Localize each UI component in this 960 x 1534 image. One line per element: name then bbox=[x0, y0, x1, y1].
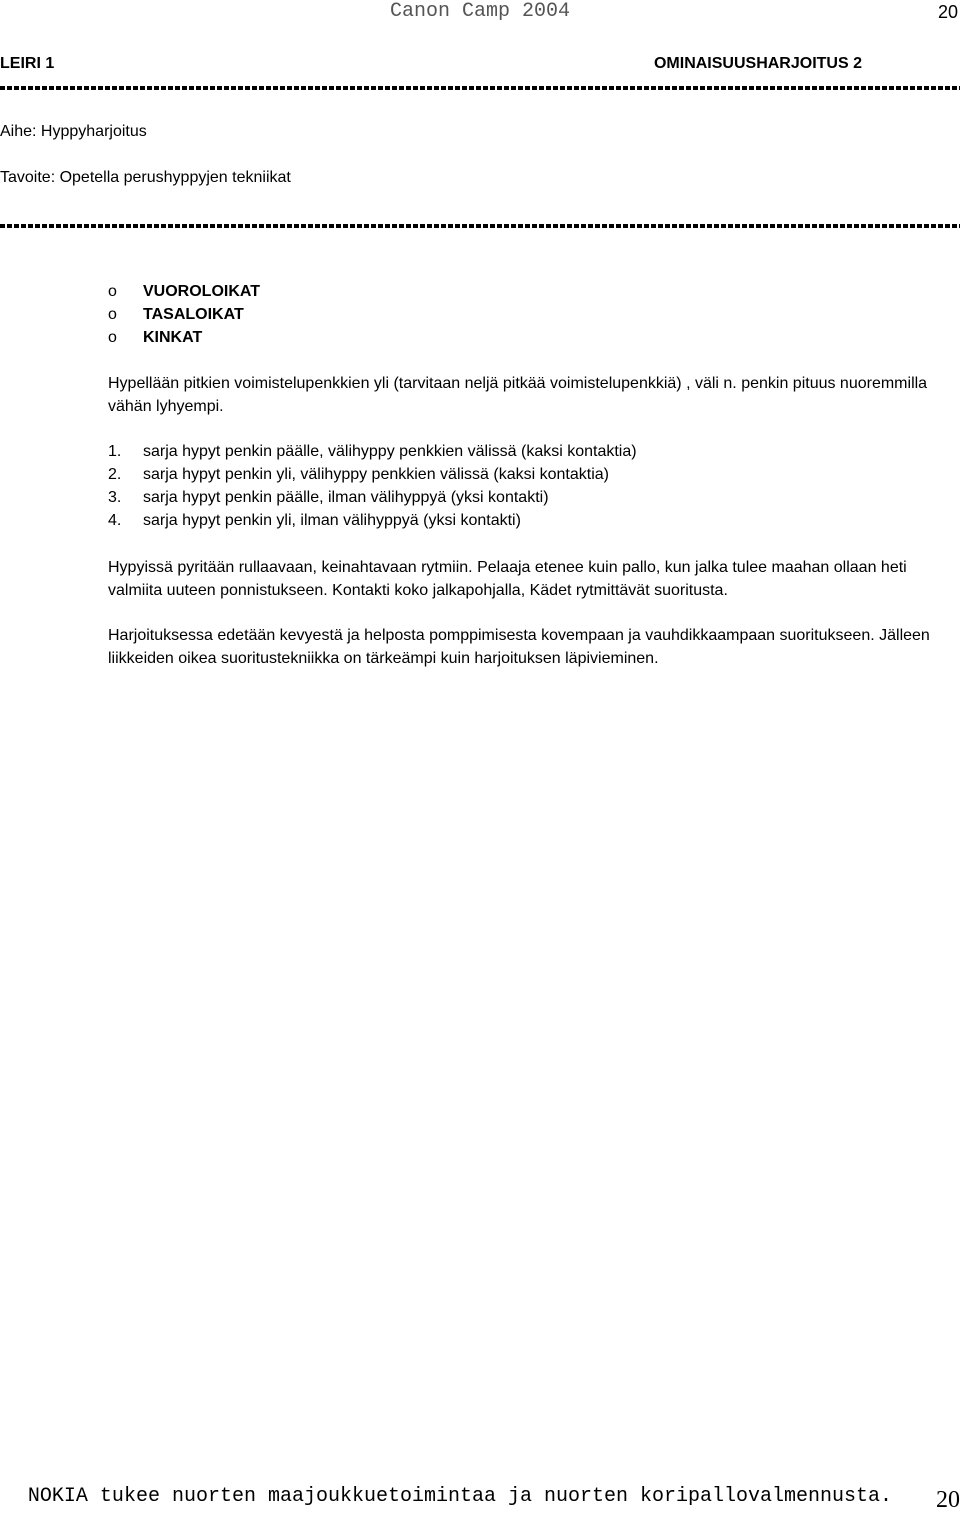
rhythm-paragraph: Hypyissä pyritään rullaavaan, keinahtavaan rytmiin. Pelaaja etenee kuin pallo, kun jalka tulee maahan ollaan heti valmiita uuteen ponnistukseen. Kontakti koko jalkapohjalla, Kädet rytmittävät suoritusta. bbox=[108, 559, 907, 599]
footer-page-number: 20 bbox=[936, 1487, 960, 1513]
top-page-number: 20 bbox=[937, 2, 958, 22]
step-number: 1. bbox=[108, 443, 122, 460]
bullet-marker: o bbox=[108, 283, 117, 300]
bullet-text: VUOROLOIKAT bbox=[143, 283, 261, 300]
topic-line: Aihe: Hyppyharjoitus bbox=[0, 123, 147, 140]
running-title: Canon Camp 2004 bbox=[389, 0, 571, 23]
bullet-item bbox=[108, 328, 202, 348]
bullet-item bbox=[108, 305, 244, 325]
step-text: sarja hypyt penkin yli, ilman välihyppyä (yksi kontakti) bbox=[143, 512, 521, 529]
step-text: sarja hypyt penkin päälle, ilman välihyppyä (yksi kontakti) bbox=[143, 489, 549, 506]
step-item bbox=[108, 511, 521, 531]
bullet-text: KINKAT bbox=[143, 329, 203, 346]
bullet-item bbox=[108, 282, 260, 302]
footer-note: NOKIA tukee nuorten maajoukkuetoimintaa ja nuorten koripallovalmennusta. bbox=[27, 1485, 893, 1508]
intro-paragraph: Hypellään pitkien voimistelupenkkien yli (tarvitaan neljä pitkää voimistelupenkkiä) , väli n. penkin pituus nuoremmilla vähän lyhyempi. bbox=[108, 375, 928, 415]
dashed-divider bbox=[0, 224, 960, 228]
step-number: 3. bbox=[108, 489, 122, 506]
bullet-marker: o bbox=[108, 329, 117, 346]
step-text: sarja hypyt penkin yli, välihyppy penkkien välissä (kaksi kontaktia) bbox=[143, 466, 609, 483]
dashed-divider bbox=[0, 86, 960, 90]
camp-label: LEIRI 1 bbox=[0, 55, 55, 72]
bullet-text: TASALOIKAT bbox=[143, 306, 244, 323]
step-number: 4. bbox=[108, 512, 122, 529]
bullet-marker: o bbox=[108, 306, 117, 323]
step-number: 2. bbox=[108, 466, 122, 483]
step-text: sarja hypyt penkin päälle, välihyppy penkkien välissä (kaksi kontaktia) bbox=[143, 443, 637, 460]
step-item bbox=[108, 442, 637, 462]
goal-line: Tavoite: Opetella perushyppyjen tekniikat bbox=[0, 169, 291, 186]
step-item bbox=[108, 488, 549, 508]
progress-paragraph: Harjoituksessa edetään kevyestä ja helposta pomppimisesta kovempaan ja vauhdikkaampaan suoritukseen. Jälleen liikkeiden oikea suoritustekniikka on tärkeämpi kuin harjoituksen läpivieminen. bbox=[108, 627, 930, 667]
step-item bbox=[108, 465, 609, 485]
exercise-label: OMINAISUUSHARJOITUS 2 bbox=[653, 55, 862, 72]
